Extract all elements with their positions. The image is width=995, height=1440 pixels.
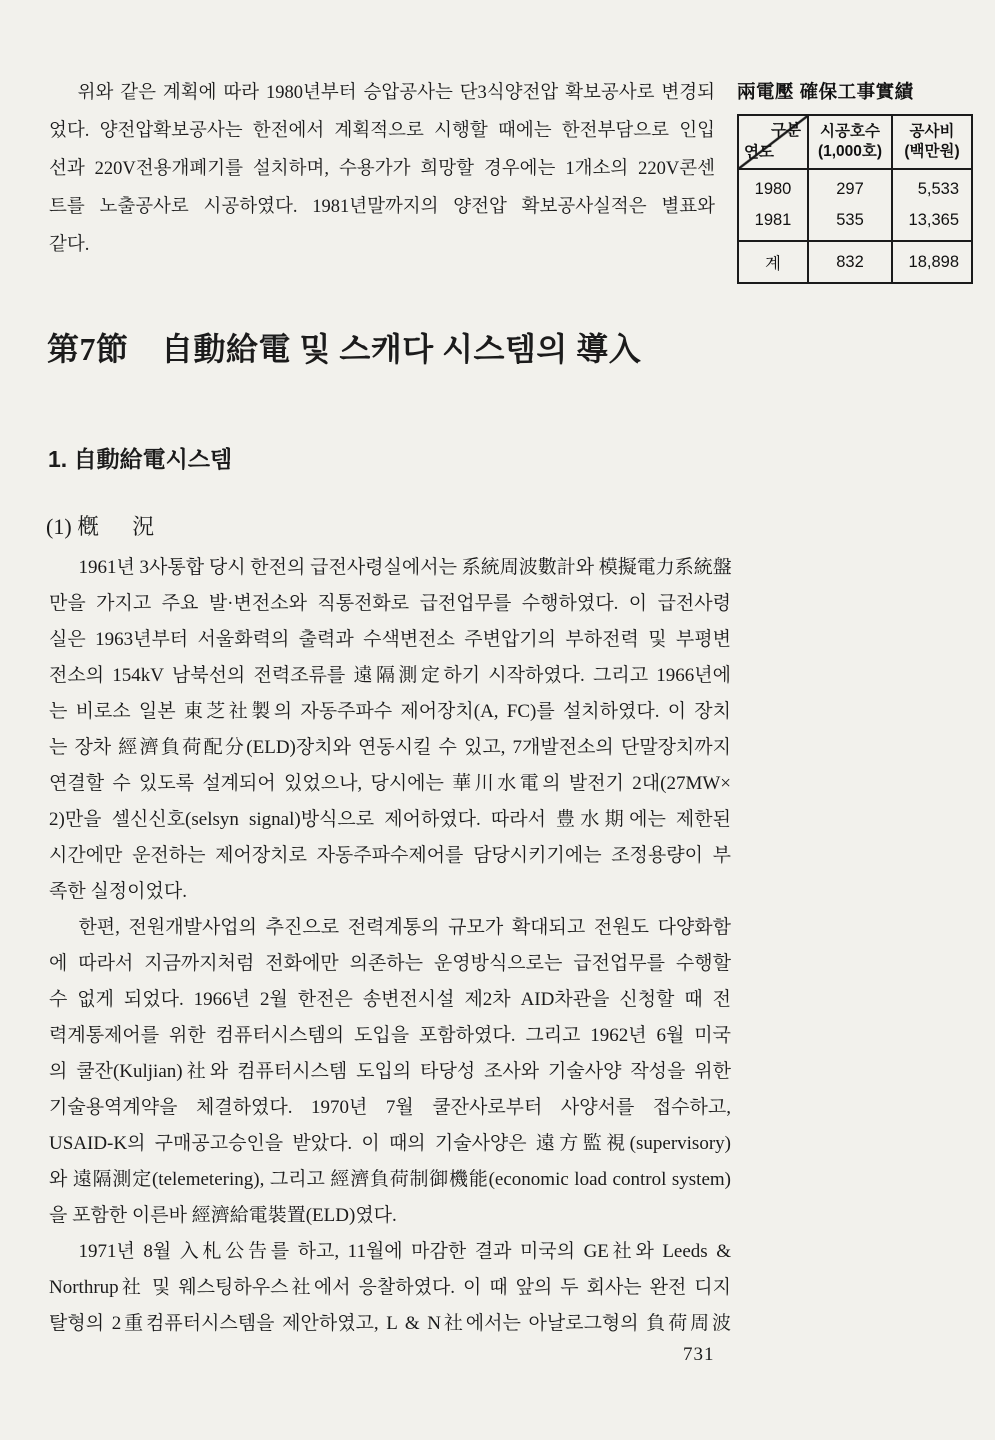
text-line: 수 없게 되었다. 1966년 2월 한전은 송변전시설 제2차 AID차관을 신청할 때 전: [49, 989, 731, 1010]
text-line: 선과 220V전용개폐기를 설치하며, 수용가가 희망할 경우에는 1개소의 220V콘센: [49, 159, 715, 179]
text-line: 2)만을 셀신신호(selsyn signal)방식으로 제어하였다. 따라서 豊水期에는 제한된: [49, 809, 731, 830]
text-line: 한편, 전원개발사업의 추진으로 전력계통의 규모가 확대되고 전원도 다양화함: [78, 917, 731, 938]
text-line: Northrup社 및 웨스팅하우스社에서 응찰하였다. 이 때 앞의 두 회사는 완전 디지: [49, 1277, 731, 1298]
total-cost-cell: 18,898: [892, 241, 972, 283]
column-header-units: [808, 115, 892, 169]
text-line: 기술용역계약을 체결하였다. 1970년 7월 쿨잔사로부터 사양서를 접수하고,: [49, 1097, 731, 1118]
text-line: 의 쿨잔(Kuljian)社와 컴퓨터시스템 도입의 타당성 조사와 기술사양 작성을 위한: [49, 1061, 731, 1082]
text-line: 는 비로소 일본 東芝社製의 자동주파수 제어장치(A, FC)를 설치하였다. 이 장치: [49, 701, 731, 722]
corner-label-year: 연도: [744, 143, 774, 161]
text-line: 만을 가지고 주요 발·변전소와 직통전화로 급전업무를 수행하였다. 이 급전사령: [49, 593, 731, 614]
text-line: 1961년 3사통합 당시 한전의 급전사령실에서는 系統周波數計와 模擬電力系統盤: [78, 557, 732, 578]
text-line: 연결할 수 있도록 설계되어 있었으나, 당시에는 華川水電의 발전기 2대(27MW×: [49, 773, 731, 794]
text-line: 실은 1963년부터 서울화력의 출력과 수색변전소 주변압기의 부하전력 및 부평변: [49, 629, 731, 650]
total-label-cell: 계: [738, 241, 808, 283]
column-header-cost-unit: (백만원): [904, 143, 960, 160]
text-line: 트를 노출공사로 시공하였다. 1981년말까지의 양전압 확보공사실적은 별표와: [49, 197, 715, 217]
year-cell: 1981: [738, 205, 808, 241]
text-line: 는 장차 經濟負荷配分(ELD)장치와 연동시킬 수 있고, 7개발전소의 단말장치까지: [49, 737, 731, 758]
table-header-row: [738, 115, 972, 169]
total-units-cell: 832: [808, 241, 892, 283]
units-cell: 297: [808, 169, 892, 205]
column-header-units-label: 시공호수: [820, 122, 880, 140]
text-line: 같다.: [49, 235, 90, 255]
text-line: USAID-K의 구매공고승인을 받았다. 이 때의 기술사양은 遠方監視(supervisory): [49, 1133, 731, 1154]
text-line: 1971년 8월 入札公告를 하고, 11월에 마감한 결과 미국의 GE社와 Leeds &: [78, 1241, 731, 1262]
table-row: [738, 205, 972, 241]
text-line: 위와 같은 계획에 따라 1980년부터 승압공사는 단3식양전압 확보공사로 변경되: [77, 83, 715, 103]
column-header-cost: [892, 115, 972, 169]
cost-cell: 5,533: [892, 169, 972, 205]
corner-label-category: 구분: [771, 122, 801, 139]
section-heading: 第7節 自動給電 및 스캐다 시스템의 導入: [47, 331, 642, 367]
year-cell: 1980: [738, 169, 808, 205]
text-line: 을 포함한 이른바 經濟給電裝置(ELD)였다.: [49, 1205, 397, 1226]
column-header-cost-label: 공사비: [909, 122, 955, 140]
text-line: 와 遠隔測定(telemetering), 그리고 經濟負荷制御機能(economic load control system): [49, 1169, 731, 1190]
text-line: 전소의 154kV 남북선의 전력조류를 遠隔測定하기 시작하였다. 그리고 1966년에: [49, 665, 731, 686]
subsection-heading: 1. 自動給電시스템: [48, 446, 233, 472]
intro-paragraph: [49, 74, 715, 264]
text-line: 족한 실정이었다.: [49, 881, 187, 902]
table-total-row: [738, 241, 972, 283]
text-line: 었다. 양전압확보공사는 한전에서 계획적으로 시행할 때에는 한전부담으로 인입: [49, 121, 715, 141]
construction-results-table: [737, 114, 973, 284]
units-cell: 535: [808, 205, 892, 241]
table-title: 兩電壓 確保工事實績: [737, 81, 914, 102]
table-row: [738, 169, 972, 205]
text-line: 력계통제어를 위한 컴퓨터시스템의 도입을 포함하였다. 그리고 1962년 6월 미국: [49, 1025, 731, 1046]
column-header-units-unit: (1,000호): [817, 143, 883, 160]
cost-cell: 13,365: [892, 205, 972, 241]
table-corner-cell: [738, 115, 808, 169]
subsubsection-heading: (1) 槪 況: [46, 514, 155, 539]
construction-results-block: [737, 78, 975, 284]
text-line: 시간에만 운전하는 제어장치로 자동주파수제어를 담당시키기에는 조정용량이 부: [49, 845, 731, 866]
page-number: 731: [683, 1344, 715, 1365]
text-line: 에 따라서 지금까지처럼 전화에만 의존하는 운영방식으로는 급전업무를 수행할: [49, 953, 731, 974]
text-line: 탈형의 2重컴퓨터시스템을 제안하였고, L & N社에서는 아날로그형의 負荷周波: [49, 1313, 731, 1334]
body-text: [49, 550, 731, 1342]
